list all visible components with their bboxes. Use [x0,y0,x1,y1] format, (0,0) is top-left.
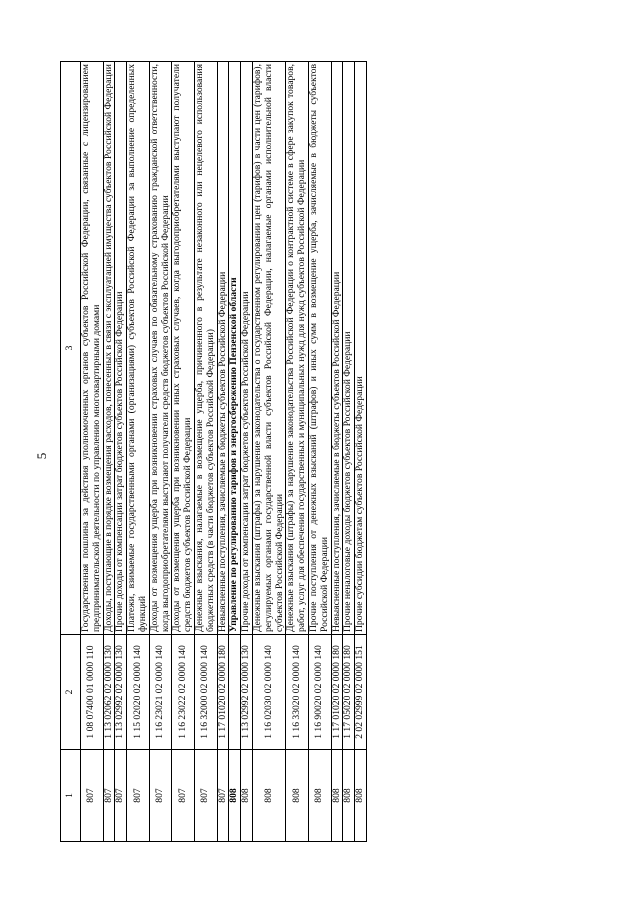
admin-code-cell: 807 [172,750,195,842]
revenue-code-cell [229,635,241,750]
admin-code-cell: 807 [194,750,217,842]
description-cell: Доходы от возмещения ущерба при возникновении страховых случаев по обязательному страхованию гражданской ответственности, когда выгодоприобретателями выступают получатели средств бюджетов субъектов Российской Федерации [149,62,172,635]
revenue-code-cell: 1 17 05020 02 0000 180 [343,635,355,750]
revenue-code-cell: 1 13 02992 02 0000 130 [241,635,253,750]
page-number: 5 [34,452,49,460]
admin-code-cell: 807 [81,750,104,842]
revenue-code-cell: 1 17 01020 02 0000 180 [217,635,229,750]
table-row [127,62,150,842]
description-cell: Невыясненные поступления, зачисляемые в бюджеты субъектов Российской Федерации [217,62,229,635]
description-cell: Платежи, взимаемые государственными органами (организациями) субъектов Российской Федерации за выполнение определенных функций [127,62,150,635]
table-row [241,62,253,842]
table-row [252,62,285,842]
revenue-code-cell: 1 16 33020 02 0000 140 [286,635,309,750]
admin-code-cell: 808 [343,750,355,842]
table-row [229,62,241,842]
admin-code-cell: 808 [355,750,367,842]
description-cell: Государственная пошлина за действия уполномоченных органов субъектов Российской Федерации, связанные с лицензированием предпринимательской деятельности по управлению многоквартирными домами [81,62,104,635]
table-row [355,62,367,842]
revenue-code-cell: 1 13 02992 02 0000 130 [115,635,127,750]
table-header [61,62,81,842]
table-row [81,62,104,842]
description-cell: Денежные взыскания, налагаемые в возмещение ущерба, причиненного в результате незаконного или нецелевого использования бюджетных средств (в части бюджетов субъектов Российской Федерации) [194,62,217,635]
table-row [217,62,229,842]
revenue-code-cell: 1 15 02020 02 0000 140 [127,635,150,750]
admin-code-cell: 808 [331,750,343,842]
description-cell: Управление по регулированию тарифов и энергосбережению Пензенской области [229,62,241,635]
revenue-code-cell: 1 16 02030 02 0000 140 [252,635,285,750]
admin-code-cell: 808 [252,750,285,842]
revenue-code-cell: 1 13 02062 02 0000 130 [103,635,115,750]
table-row [286,62,309,842]
revenue-code-cell: 1 16 90020 02 0000 140 [308,635,331,750]
budget-codes-table [60,61,367,842]
description-cell: Доходы от возмещения ущерба при возникновении иных страховых случаев, когда выгодоприобретателями выступают получатели средств бюджетов субъектов Российской Федерации [172,62,195,635]
description-cell: Прочие неналоговые доходы бюджетов субъектов Российской Федерации [343,62,355,635]
column-header: 3 [61,62,81,635]
table-row [308,62,331,842]
column-header: 1 [61,750,81,842]
revenue-code-cell: 2 02 02999 02 0000 151 [355,635,367,750]
table-row [331,62,343,842]
revenue-code-cell: 1 17 01020 02 0000 180 [331,635,343,750]
admin-code-cell: 808 [286,750,309,842]
rotated-table-container [60,62,558,842]
admin-code-cell: 808 [241,750,253,842]
description-cell: Денежные взыскания (штрафы) за нарушение законодательства Российской Федерации о контрактной системе в сфере закупок товаров, работ, услуг для обеспечения государственных и муниципальных нужд для нужд субъектов Российской Федерации [286,62,309,635]
description-cell: Прочие доходы от компенсации затрат бюджетов субъектов Российской Федерации [115,62,127,635]
column-header: 2 [61,635,81,750]
table-row [115,62,127,842]
admin-code-cell: 807 [217,750,229,842]
table-row [103,62,115,842]
description-cell: Денежные взыскания (штрафы) за нарушение законодательства о государственном регулировании цен (тарифов) в части цен (тарифов), регулируемых органами государственной власти субъектов Российской Федерации, налагаемые органами исполнительной власти субъектов Российской Федерации [252,62,285,635]
revenue-code-cell: 1 16 32000 02 0000 140 [194,635,217,750]
table-body [81,62,367,842]
table-row [343,62,355,842]
description-cell: Невыясненные поступления, зачисляемые в бюджеты субъектов Российской Федерации [331,62,343,635]
table-row [149,62,172,842]
description-cell: Прочие доходы от компенсации затрат бюджетов субъектов Российской Федерации [241,62,253,635]
description-cell: Прочие субсидии бюджетам субъектов Российской Федерации [355,62,367,635]
admin-code-cell: 807 [115,750,127,842]
table-row [194,62,217,842]
header-row [61,62,81,842]
revenue-code-cell: 1 16 23022 02 0000 140 [172,635,195,750]
table-row [172,62,195,842]
admin-code-cell: 807 [127,750,150,842]
admin-code-cell: 807 [103,750,115,842]
description-cell: Прочие поступления от денежных взысканий (штрафов) и иных сумм в возмещение ущерба, зачисляемые в бюджеты субъектов Российской Федерации [308,62,331,635]
revenue-code-cell: 1 16 23021 02 0000 140 [149,635,172,750]
admin-code-cell: 808 [229,750,241,842]
description-cell: Доходы, поступающие в порядке возмещения расходов, понесенных в связи с эксплуатацией имущества субъектов Российской Федерации [103,62,115,635]
admin-code-cell: 808 [308,750,331,842]
revenue-code-cell: 1 08 07400 01 0000 110 [81,635,104,750]
admin-code-cell: 807 [149,750,172,842]
